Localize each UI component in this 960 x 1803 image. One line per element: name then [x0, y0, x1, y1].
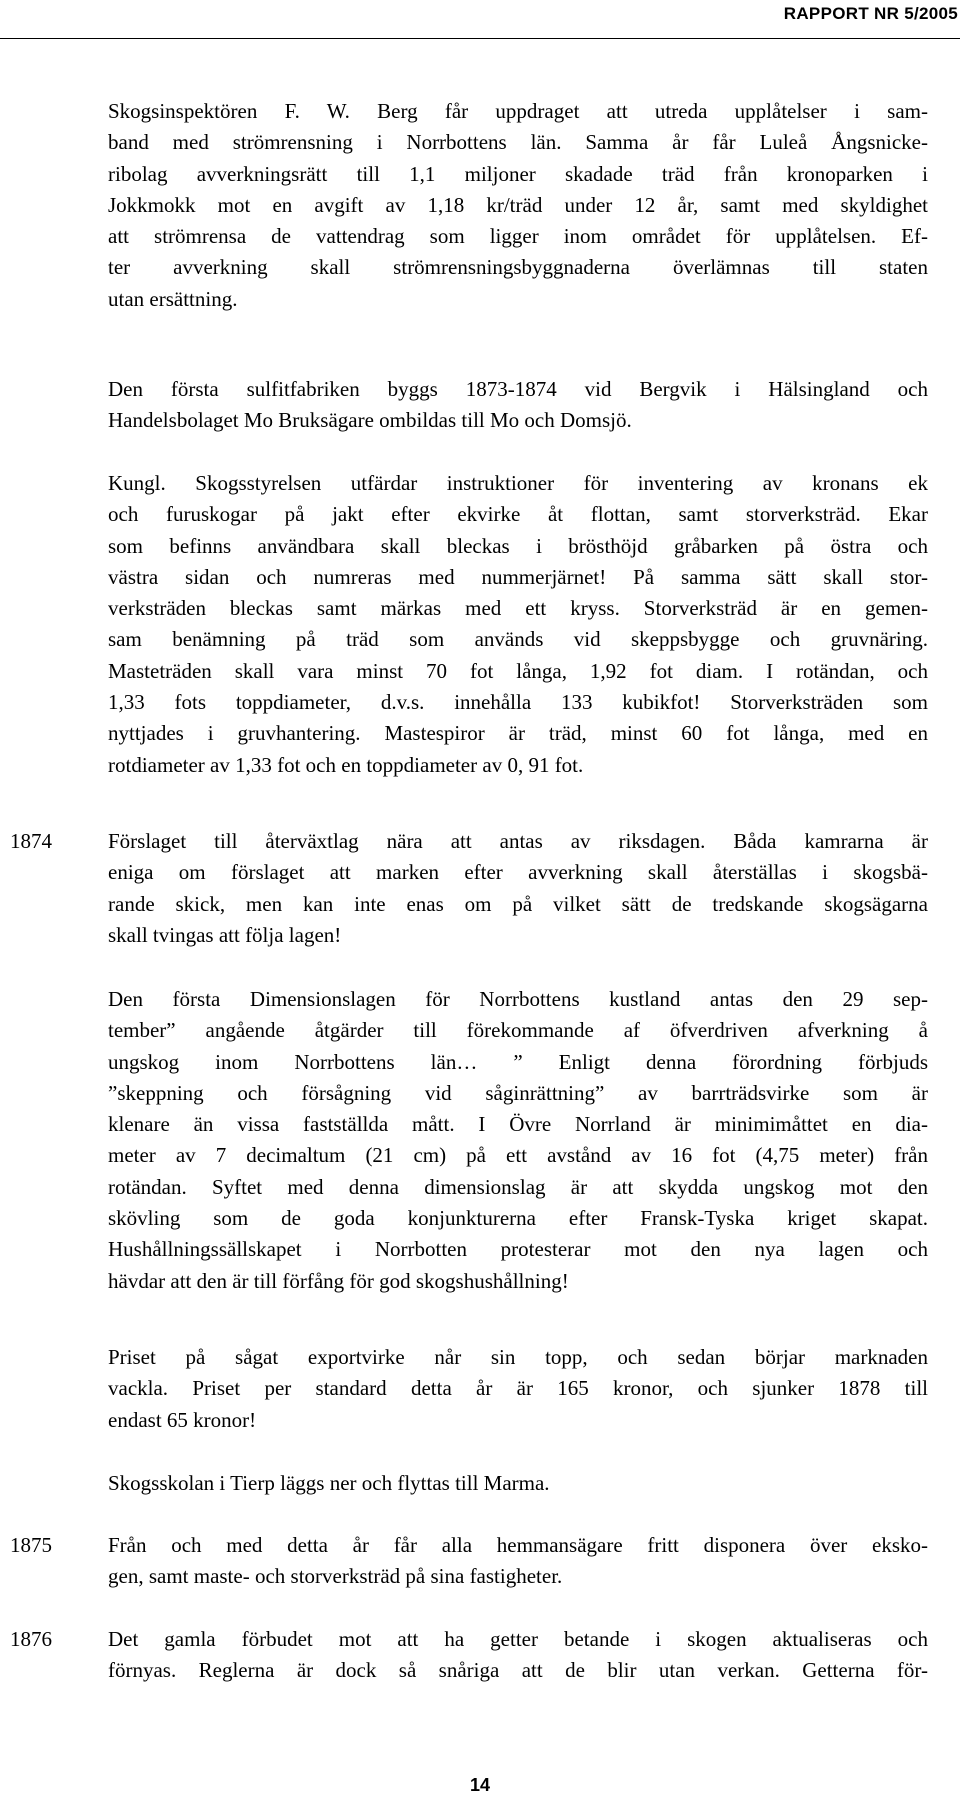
text-line: Jokkmokk mot en avgift av 1,18 kr/träd under 12 år, samt med skyldighet — [108, 192, 928, 217]
page-number: 14 — [469, 1775, 491, 1795]
text-line: Från och med detta år får alla hemmansägare fritt disponera över eksko- — [108, 1533, 928, 1557]
paragraph-text — [108, 1624, 928, 1687]
year-label: 1876 — [10, 1627, 52, 1651]
text-line: Masteträden skall vara minst 70 fot långa, 1,92 fot diam. I rotändan, och — [108, 658, 928, 683]
text-line: endast 65 kronor! — [108, 1407, 257, 1432]
text-line: hävdar att den är till förfång för god skogshushållning! — [108, 1268, 569, 1293]
text-line: rande skick, men kan inte enas om på vilket sätt de tredskande skogsägarna — [108, 891, 928, 916]
year-label: 1874 — [10, 829, 52, 853]
text-line: västra sidan och numreras med nummerjärnet! På samma sätt skall stor- — [108, 564, 928, 589]
text-line: att strömrensa de vattendrag som ligger inom området för upplåtelsen. Ef- — [108, 224, 928, 249]
text-line: gen, samt maste- och storverksträd på sina fastigheter. — [108, 1564, 563, 1589]
text-line: sam benämning på träd som används vid skeppsbygge och gruvnäring. — [108, 627, 928, 652]
text-line: rotdiameter av 1,33 fot och en toppdiameter av 0, 91 fot. — [108, 752, 584, 777]
text-line: skall tvingas att följa lagen! — [108, 922, 342, 947]
text-line: verksträden bleckas samt märkas med ett kryss. Storverksträd är en gemen- — [108, 596, 928, 621]
text-line: Priset på sågat exportvirke når sin topp, och sedan börjar marknaden — [108, 1345, 928, 1369]
text-line: 1,33 fots toppdiameter, d.v.s. innehålla 133 kubikfot! Storverksträden som — [108, 690, 928, 715]
text-line: nyttjades i gruvhantering. Mastespiror är träd, minst 60 fot långa, med en — [108, 721, 928, 746]
text-line: skövling som de goda konjunkturerna efter Fransk-Tyska kriget skapat. — [108, 1206, 928, 1231]
text-line: meter av 7 decimaltum (21 cm) på ett avstånd av 16 fot (4,75 meter) från — [108, 1143, 928, 1168]
text-line: rotändan. Syftet med denna dimensionslag är att skydda ungskog mot den — [108, 1174, 928, 1199]
text-line: Skogsinspektören F. W. Berg får uppdraget att utreda upplåtelser i sam- — [108, 99, 928, 123]
paragraph-text — [108, 1342, 928, 1436]
text-line: ribolag avverkningsrätt till 1,1 miljoner skadade träd från kronoparken i — [108, 161, 928, 186]
paragraph-text — [108, 1530, 928, 1593]
paragraph-text — [108, 1468, 928, 1499]
text-line: Den första Dimensionslagen för Norrbottens kustland antas den 29 sep- — [108, 987, 928, 1011]
text-line: Kungl. Skogsstyrelsen utfärdar instruktioner för inventering av kronans ek — [108, 471, 928, 495]
text-line: eniga om förslaget att marken efter avverkning skall återställas i skogsbä- — [108, 860, 928, 885]
text-line: Det gamla förbudet mot att ha getter betande i skogen aktualiseras och — [108, 1627, 928, 1651]
text-line: Den första sulfitfabriken byggs 1873-1874 vid Bergvik i Hälsingland och — [108, 377, 928, 401]
paragraph-text — [108, 984, 928, 1297]
text-line: klenare än vissa fastställda mått. I Övre Norrland är minimimåttet en dia- — [108, 1112, 928, 1137]
text-line: som befinns användbara skall bleckas i brösthöjd gråbarken på östra och — [108, 533, 928, 558]
text-line: Förslaget till återväxtlag nära att antas av riksdagen. Båda kamrarna är — [108, 829, 928, 853]
paragraph-text — [108, 826, 928, 951]
text-line: vackla. Priset per standard detta år är 165 kronor, och sjunker 1878 till — [108, 1376, 928, 1401]
text-line: Handelsbolaget Mo Bruksägare ombildas till Mo och Domsjö. — [108, 408, 632, 433]
text-line: tember” angående åtgärder till förekommande af öfverdriven afverkning å — [108, 1018, 928, 1043]
text-line: ungskog inom Norrbottens län… ” Enligt denna förordning förbjuds — [108, 1049, 928, 1074]
text-line: ter avverkning skall strömrensningsbyggnaderna överlämnas till staten — [108, 255, 928, 280]
text-line: Hushållningssällskapet i Norrbotten protesterar mot den nya lagen och — [108, 1237, 928, 1262]
paragraph-text — [108, 374, 928, 437]
paragraph-text — [108, 96, 928, 315]
text-line: band med strömrensning i Norrbottens län. Samma år får Luleå Ångsnicke- — [108, 130, 928, 155]
text-line: utan ersättning. — [108, 286, 238, 311]
text-line: och furuskogar på jakt efter ekvirke åt flottan, samt storverksträd. Ekar — [108, 502, 928, 527]
year-label: 1875 — [10, 1533, 52, 1557]
header-divider — [0, 38, 960, 39]
text-line: ”skeppning och försågning vid såginrättning” av barrträdsvirke som är — [108, 1080, 928, 1105]
report-header-title: RAPPORT NR 5/2005 — [783, 4, 958, 23]
text-line: förnyas. Reglerna är dock så snåriga att de blir utan verkan. Getterna för- — [108, 1658, 928, 1683]
text-line: Skogsskolan i Tierp läggs ner och flyttas till Marma. — [108, 1471, 550, 1495]
paragraph-text — [108, 468, 928, 781]
